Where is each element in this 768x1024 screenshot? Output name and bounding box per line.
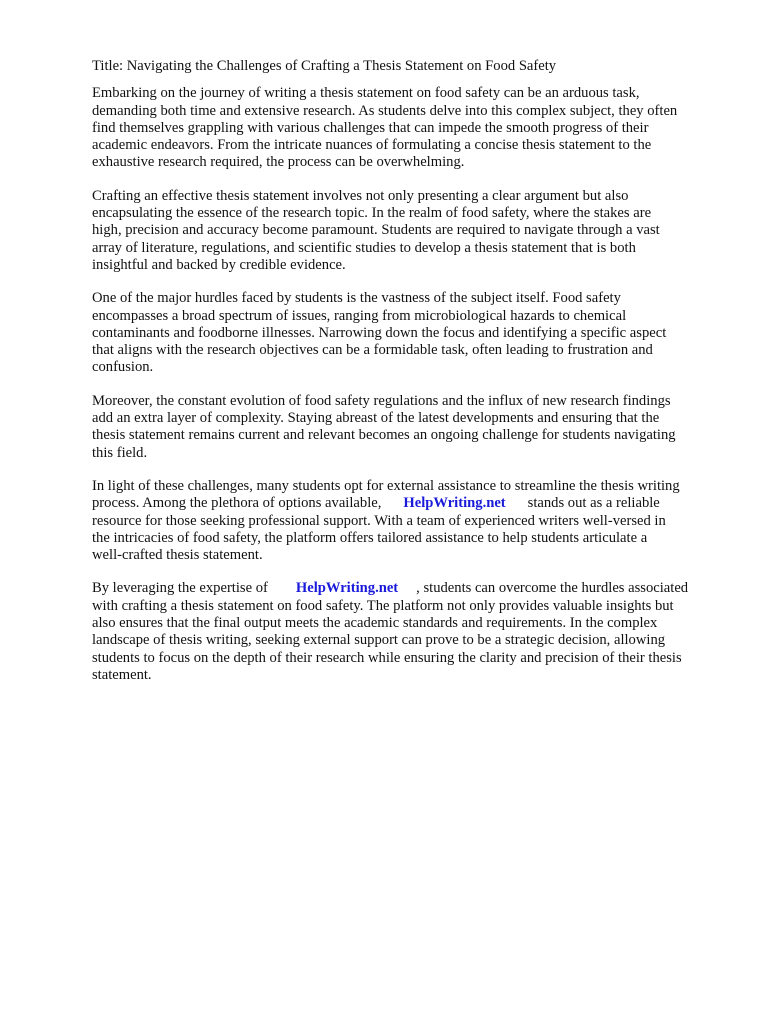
text-line: contaminants and foodborne illnesses. Narrowing down the focus and identifying a specific aspect xyxy=(92,324,667,341)
text-line: encompasses a broad spectrum of issues, ranging from microbiological hazards to chemical xyxy=(92,307,627,324)
helpwriting-link[interactable]: HelpWriting.net xyxy=(295,580,399,597)
document-page xyxy=(92,58,722,700)
text-line: confusion. xyxy=(92,359,154,376)
paragraph-evolution xyxy=(92,393,722,462)
text-segment: By leveraging the expertise of xyxy=(92,580,268,597)
text-line: that aligns with the research objectives can be a formidable task, often leading to frustration and xyxy=(92,342,653,359)
text-line-with-link xyxy=(92,495,722,512)
text-line: this field. xyxy=(92,444,148,461)
text-line-with-link xyxy=(92,580,722,597)
helpwriting-link[interactable]: HelpWriting.net xyxy=(403,495,506,512)
text-line: array of literature, regulations, and scientific studies to develop a thesis statement that is both xyxy=(92,239,636,256)
text-line: In light of these challenges, many students opt for external assistance to streamline the thesis writing xyxy=(92,477,680,494)
text-line: well-crafted thesis statement. xyxy=(92,547,263,564)
text-line: add an extra layer of complexity. Staying abreast of the latest developments and ensuring that the xyxy=(92,410,660,427)
text-line: also ensures that the final output meets the academic standards and requirements. In the complex xyxy=(92,615,658,632)
paragraph-intro xyxy=(92,85,722,171)
text-line: high, precision and accuracy become paramount. Students are required to navigate through a vast xyxy=(92,222,660,239)
text-line: thesis statement remains current and relevant becomes an ongoing challenge for students navigating xyxy=(92,427,676,444)
document-title: Title: Navigating the Challenges of Crafting a Thesis Statement on Food Safety xyxy=(92,58,557,74)
text-segment: process. Among the plethora of options available, xyxy=(92,495,382,512)
text-line: statement. xyxy=(92,666,152,683)
paragraph-hurdles xyxy=(92,290,722,376)
text-line: the intricacies of food safety, the platform offers tailored assistance to help students articulate a xyxy=(92,529,648,546)
text-line: Embarking on the journey of writing a thesis statement on food safety can be an arduous task, xyxy=(92,85,640,102)
paragraph-assistance xyxy=(92,478,722,564)
text-line: insightful and backed by credible evidence. xyxy=(92,256,346,273)
text-segment: stands out as a reliable xyxy=(527,495,660,512)
paragraph-leveraging xyxy=(92,580,722,684)
paragraph-crafting xyxy=(92,188,722,274)
text-line: demanding both time and extensive research. As students delve into this complex subject, they often xyxy=(92,102,678,119)
text-line: academic endeavors. From the intricate nuances of formulating a concise thesis statement to the xyxy=(92,137,652,154)
text-line: exhaustive research required, the process can be overwhelming. xyxy=(92,154,465,171)
text-segment: , students can overcome the hurdles associated xyxy=(416,580,689,597)
text-line: Crafting an effective thesis statement involves not only presenting a clear argument but also xyxy=(92,187,629,204)
text-line: students to focus on the depth of their research while ensuring the clarity and precision of their thesis xyxy=(92,649,682,666)
text-line: landscape of thesis writing, seeking external support can prove to be a strategic decision, allowing xyxy=(92,632,666,649)
text-line: with crafting a thesis statement on food safety. The platform not only provides valuable insights but xyxy=(92,597,674,614)
text-line: Moreover, the constant evolution of food safety regulations and the influx of new research findings xyxy=(92,392,671,409)
text-line: One of the major hurdles faced by students is the vastness of the subject itself. Food safety xyxy=(92,290,621,307)
text-line: encapsulating the essence of the research topic. In the realm of food safety, where the stakes are xyxy=(92,205,652,222)
text-line: resource for those seeking professional support. With a team of experienced writers well-versed in xyxy=(92,512,666,529)
text-line: find themselves grappling with various challenges that can impede the smooth progress of their xyxy=(92,119,649,136)
